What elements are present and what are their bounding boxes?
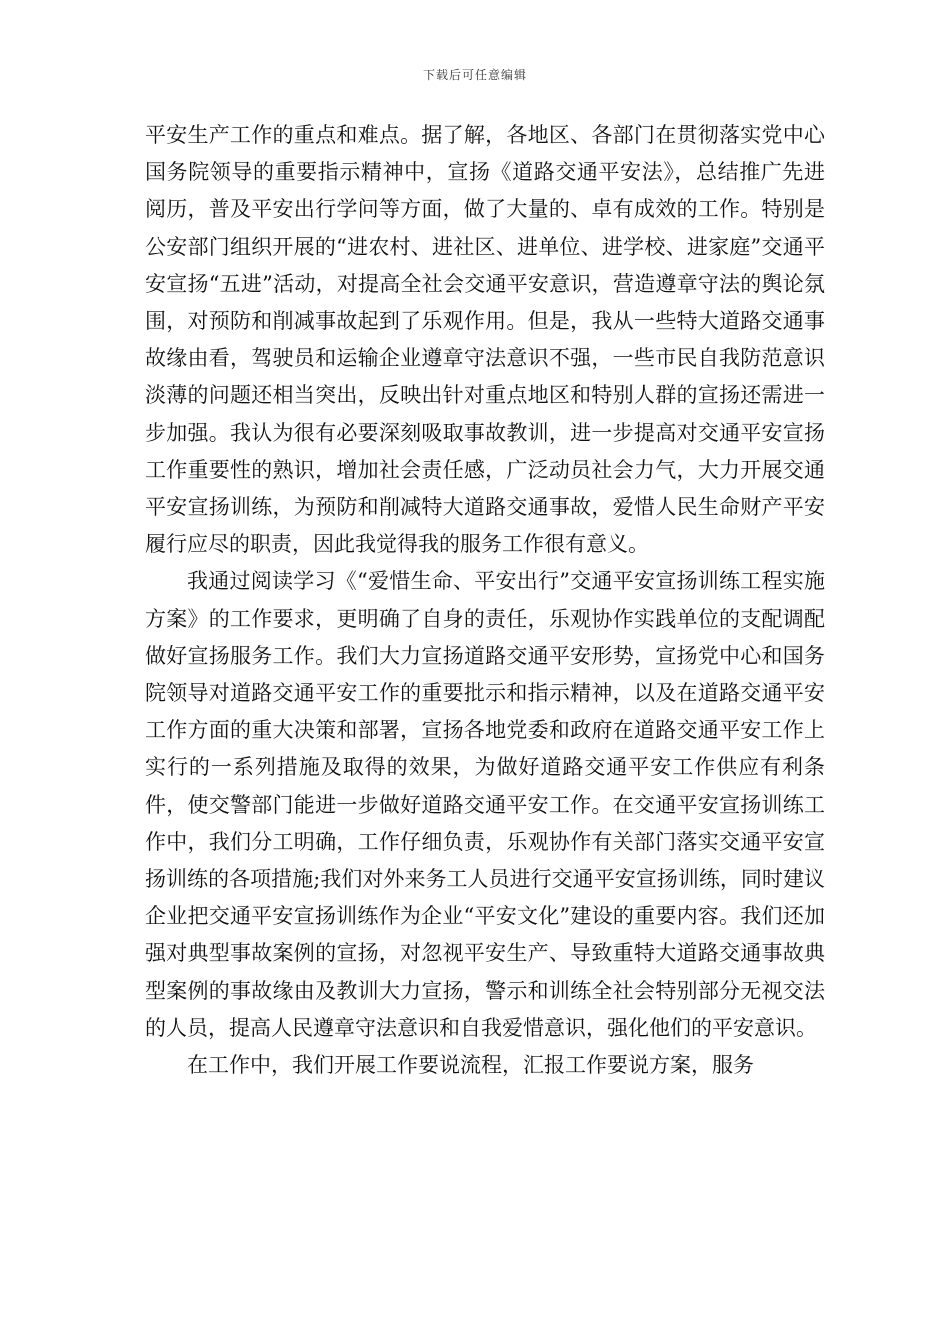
- paragraph-1: 平安生产工作的重点和难点。据了解，各地区、各部门在贯彻落实党中心国务院领导的重要指示精神中，宣扬《道路交通平安法》，总结推广先进阅历，普及平安出行学问等方面，做了大量的、卓有成效的工作。特别是公安部门组织开展的“进农村、进社区、进单位、进学校、进家庭”交通平安宣扬“五进”活动，对提高全社会交通平安意识，营造遵章守法的舆论氛围，对预防和削减事故起到了乐观作用。但是，我从一些特大道路交通事故缘由看，驾驶员和运输企业遵章守法意识不强，一些市民自我防范意识淡薄的问题还相当突出，反映出针对重点地区和特别人群的宣扬还需进一步加强。我认为很有必要深刻吸取事故教训，进一步提高对交通平安宣扬工作重要性的熟识，增加社会责任感，广泛动员社会力气，大力开展交通平安宣扬训练，为预防和削减特大道路交通事故，爱惜人民生命财产平安履行应尽的职责，因此我觉得我的服务工作很有意义。: [145, 123, 825, 557]
- paragraph-3: 在工作中，我们开展工作要说流程，汇报工作要说方案，服务: [187, 1053, 754, 1078]
- paragraph-2: 我通过阅读学习《“爱惜生命、平安出行”交通平安宣扬训练工程实施方案》的工作要求，更明确了自身的责任，乐观协作实践单位的支配调配做好宣扬服务工作。我们大力宣扬道路交通平安形势，宣扬党中心和国务院领导对道路交通平安工作的重要批示和指示精神，以及在道路交通平安工作方面的重大决策和部署，宣扬各地党委和政府在道路交通平安工作上实行的一系列措施及取得的效果，为做好道路交通平安工作供应有利条件，使交警部门能进一步做好道路交通平安工作。在交通平安宣扬训练工作中，我们分工明确，工作仔细负责，乐观协作有关部门落实交通平安宣扬训练的各项措施;我们对外来务工人员进行交通平安宣扬训练，同时建议企业把交通平安宣扬训练作为企业“平安文化”建设的重要内容。我们还加强对典型事故案例的宣扬，对忽视平安生产、导致重特大道路交通事故典型案例的事故缘由及教训大力宣扬，警示和训练全社会特别部分无视交法的人员，提高人民遵章守法意识和自我爱惜意识，强化他们的平安意识。: [145, 569, 825, 1040]
- document-body: [145, 117, 825, 1084]
- page-header: 下载后可任意编辑: [422, 68, 527, 82]
